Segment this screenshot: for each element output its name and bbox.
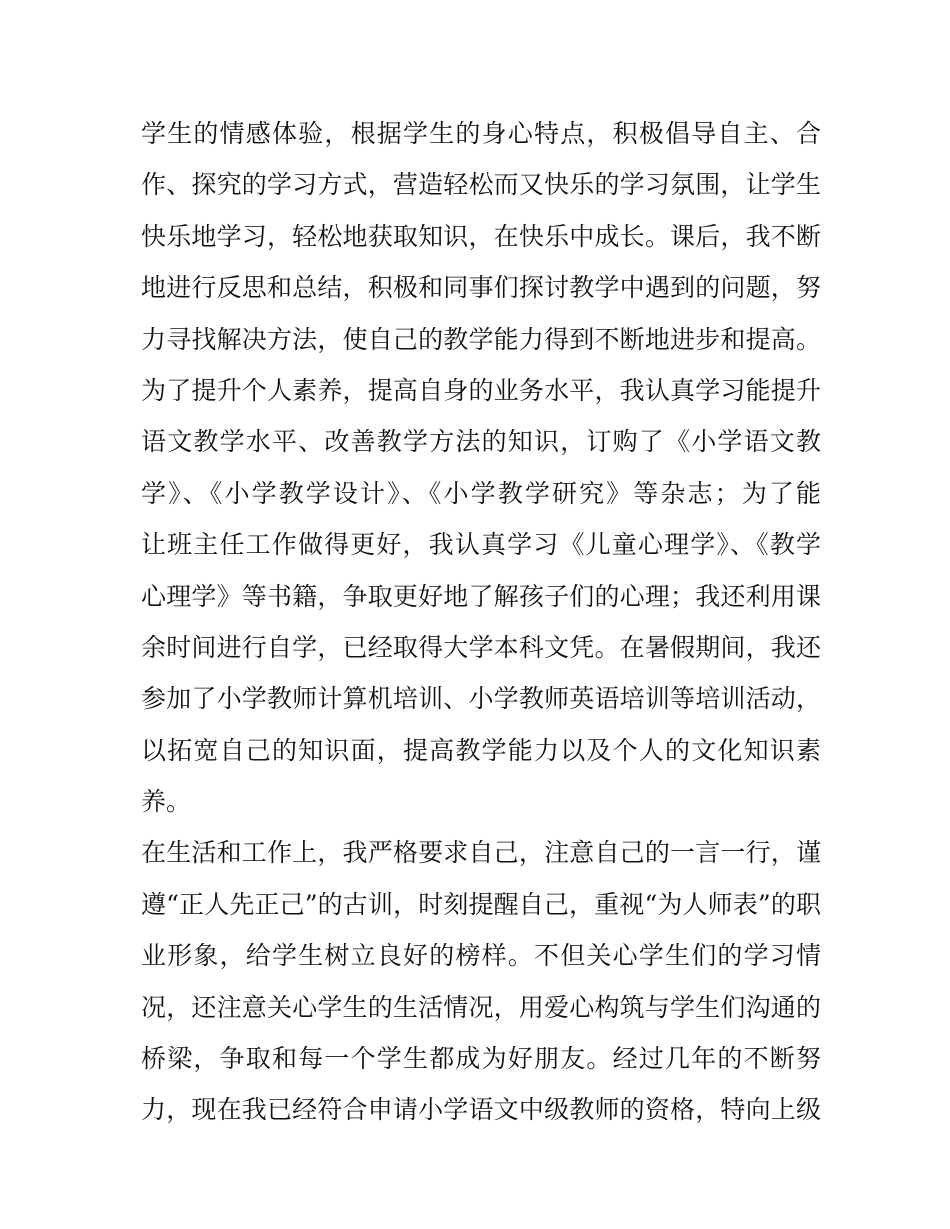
text-line-9: 让班主任工作做得更好，我认真学习《儿童心理学》、《教学 [141, 530, 821, 560]
text-line-4: 地进行反思和总结，积极和同事们探讨教学中遇到的问题，努 [141, 273, 821, 303]
text-line-8: 学》、《小学教学设计》、《小学教学研究》等杂志；为了能 [141, 478, 821, 508]
text-line-10: 心理学》等书籍，争取更好地了解孩子们的心理；我还利用课 [141, 581, 821, 611]
text-line-16: 遵“正人先正己”的古训，时刻提醒自己，重视“为人师表”的职 [141, 889, 821, 919]
text-line-5: 力寻找解决方法，使自己的教学能力得到不断地进步和提高。 [141, 324, 821, 354]
text-line-3: 快乐地学习，轻松地获取知识，在快乐中成长。课后，我不断 [141, 221, 821, 251]
text-line-1: 学生的情感体验，根据学生的身心特点，积极倡导自主、合 [141, 119, 821, 148]
text-line-17: 业形象，给学生树立良好的榜样。不但关心学生们的学习情 [141, 941, 821, 971]
text-line-19: 桥梁，争取和每一个学生都成为好朋友。经过几年的不断努 [141, 1044, 821, 1074]
text-line-13: 以拓宽自己的知识面，提高教学能力以及个人的文化知识素 [141, 735, 821, 765]
text-line-7: 语文教学水平、改善教学方法的知识，订购了《小学语文教 [141, 427, 821, 457]
text-line-18: 况，还注意关心学生的生活情况，用爱心构筑与学生们沟通的 [141, 992, 821, 1022]
text-line-12: 参加了小学教师计算机培训、小学教师英语培训等培训活动， [141, 684, 821, 714]
text-line-20: 力，现在我已经符合申请小学语文中级教师的资格，特向上级 [141, 1095, 821, 1125]
text-line-2: 作、探究的学习方式，营造轻松而又快乐的学习氛围，让学生 [141, 170, 821, 200]
text-line-11: 余时间进行自学，已经取得大学本科文凭。在暑假期间，我还 [141, 632, 821, 662]
body-text [141, 108, 821, 1136]
text-line-6: 为了提升个人素养，提高自身的业务水平，我认真学习能提升 [141, 375, 821, 405]
text-line-15: 在生活和工作上，我严格要求自己，注意自己的一言一行，谨 [141, 838, 821, 868]
text-line-14: 养。 [141, 787, 192, 817]
